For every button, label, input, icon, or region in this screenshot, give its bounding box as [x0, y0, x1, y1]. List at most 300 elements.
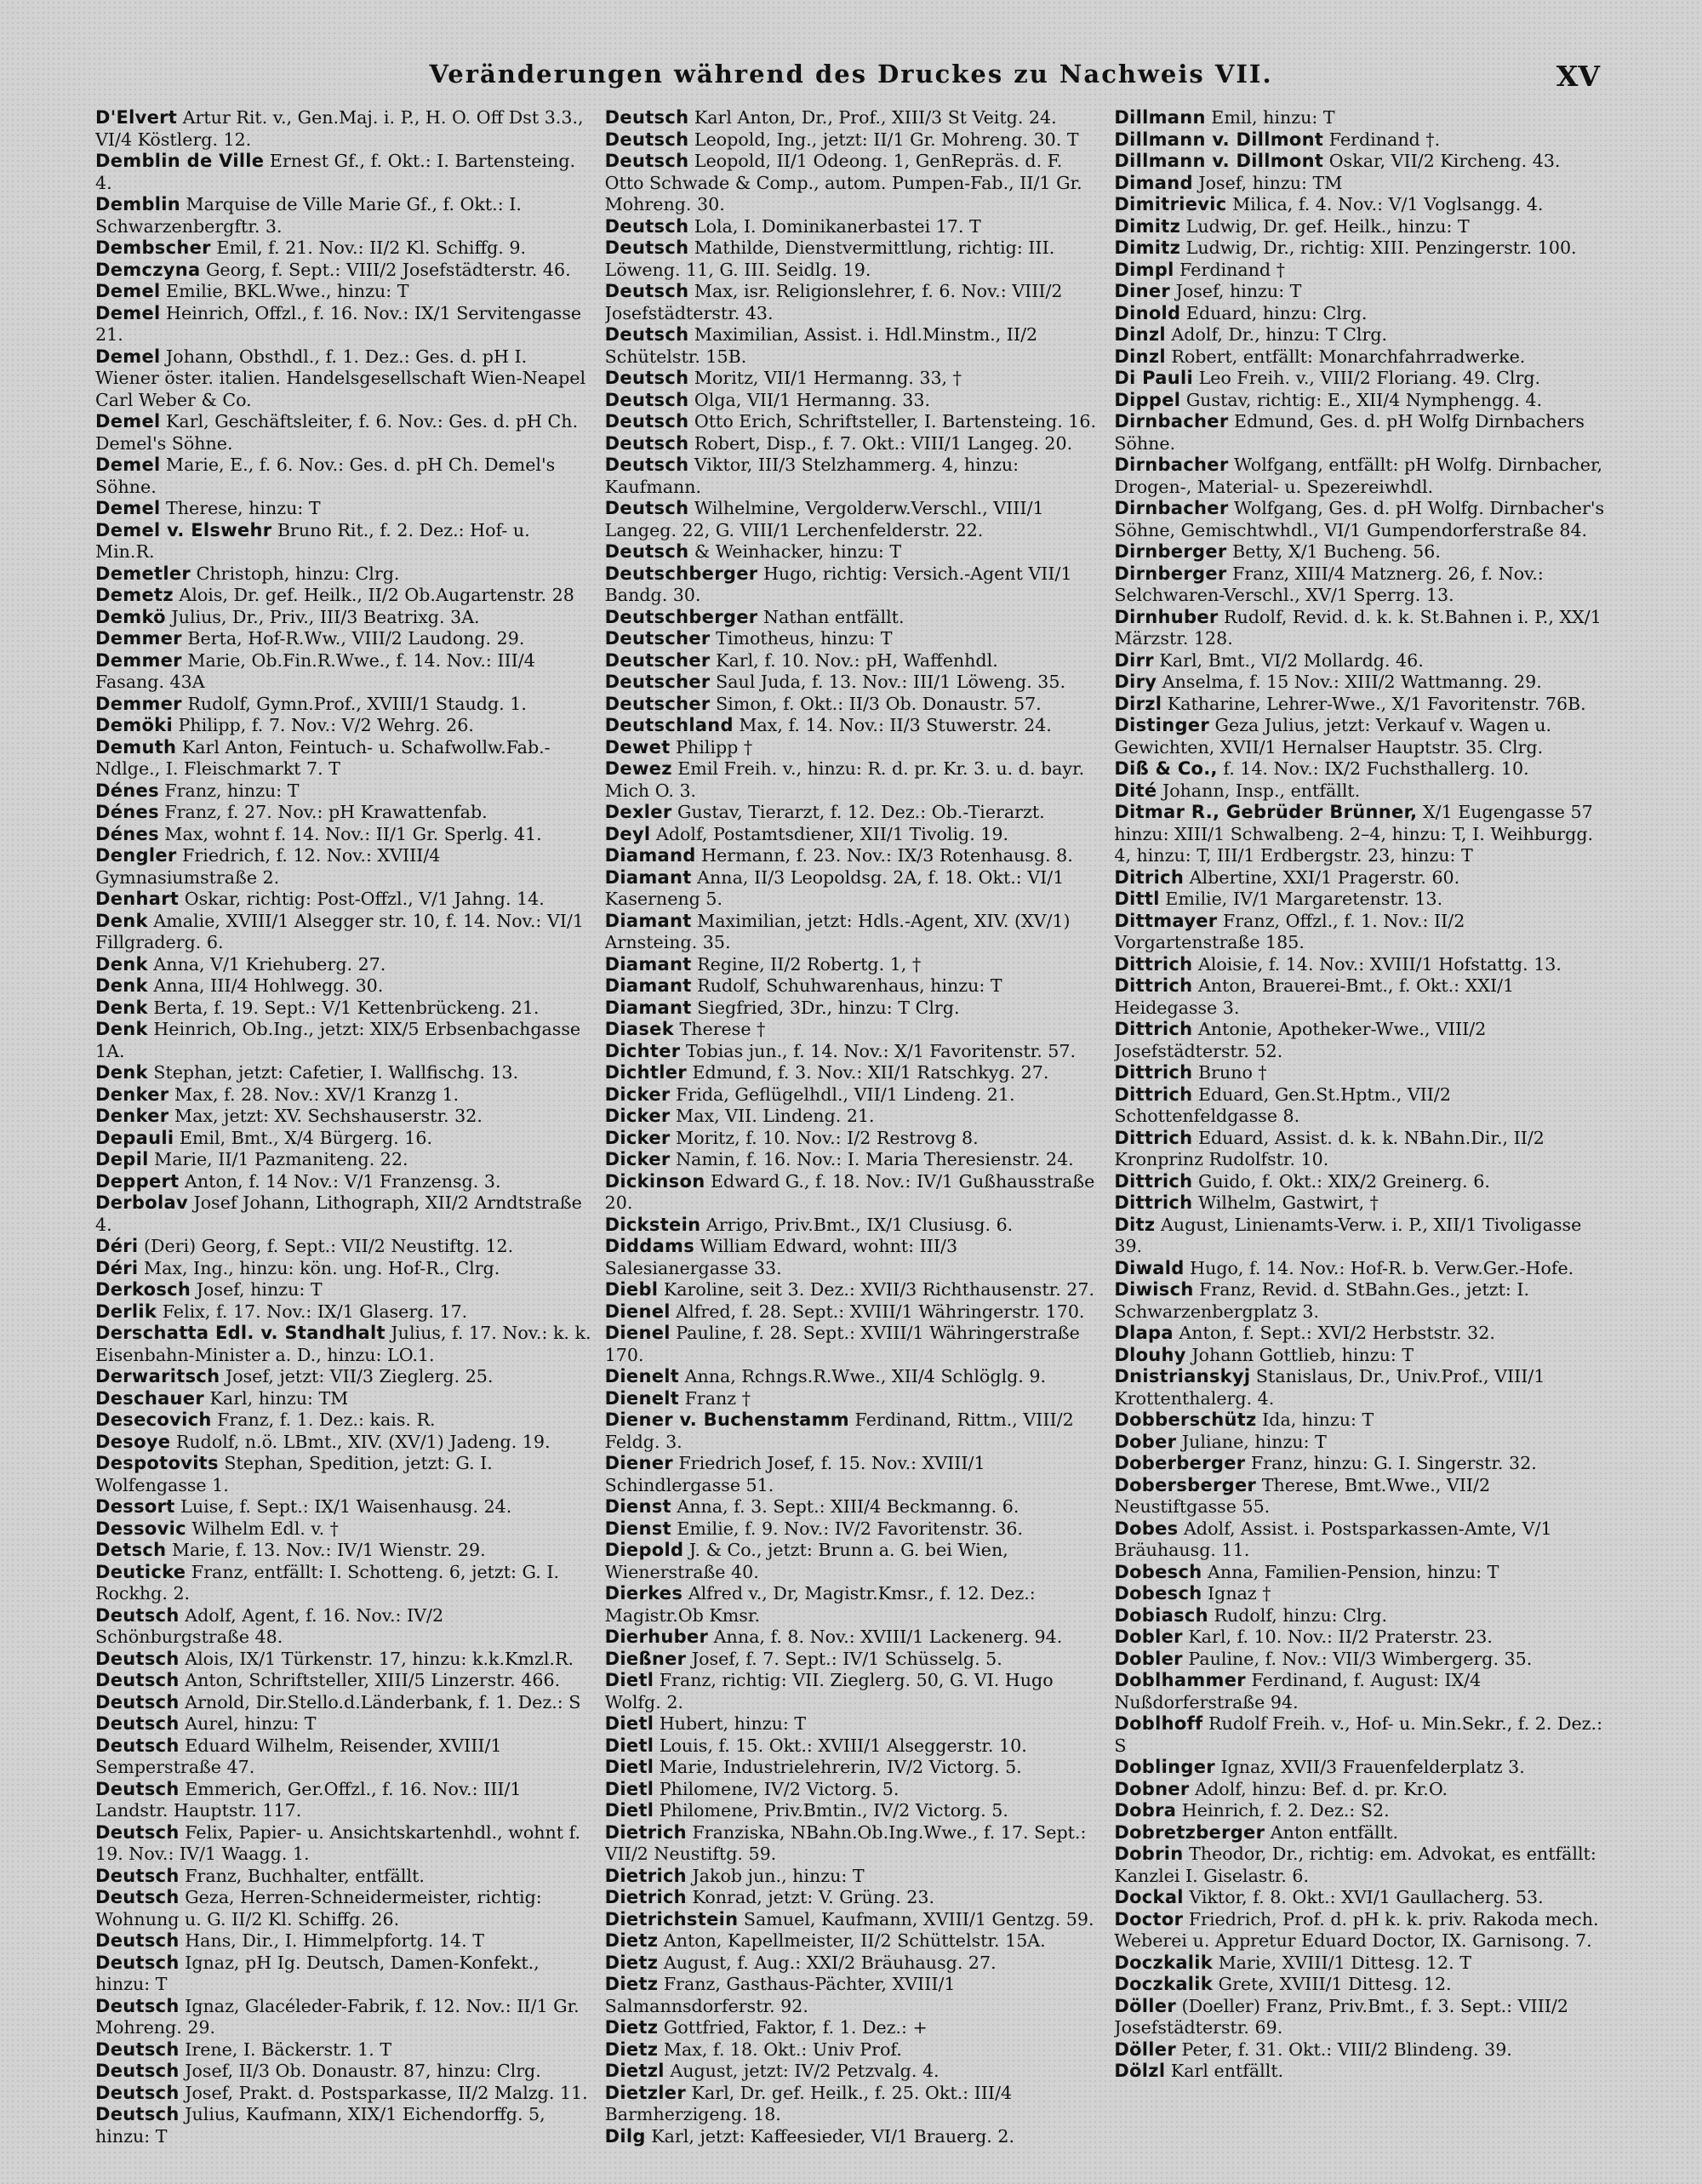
directory-entry	[605, 1453, 1103, 1496]
entry-details: Arnold, Dir.Stello.d.Länderbank, f. 1. Dez.: S	[179, 1691, 581, 1712]
entry-surname: Demel	[95, 498, 161, 518]
entry-details: Max, isr. Religionslehrer, f. 6. Nov.: VIII/2 Josefstädterstr. 43.	[604, 281, 1063, 323]
directory-entry	[605, 1649, 1103, 1671]
entry-surname: Dießner	[604, 1648, 687, 1669]
entry-surname: Doblhoff	[1114, 1713, 1203, 1734]
directory-entry	[1114, 1800, 1612, 1822]
entry-details: Geza, Herren-Schneidermeister, richtig: Wohnung u. G. II/2 Kl. Schiffg. 26.	[95, 1887, 542, 1930]
directory-entry	[95, 1930, 593, 1952]
entry-surname: Dénes	[95, 802, 159, 822]
entry-details: Franz, Gasthaus-Pächter, XVIII/1 Salmannsdorferstr. 92.	[604, 1974, 956, 2016]
entry-surname: Dietz	[604, 1952, 659, 1973]
entry-surname: Dittrich	[1114, 953, 1193, 975]
entry-surname: Dietz	[604, 2038, 659, 2060]
directory-entry	[95, 1301, 593, 1324]
entry-surname: Deppert	[95, 1170, 180, 1192]
directory-entry	[605, 541, 1103, 563]
entry-details: Oskar, VII/2 Kircheng. 43.	[1323, 151, 1561, 171]
directory-entry	[95, 1735, 593, 1779]
entry-surname: Dinzl	[1114, 346, 1166, 367]
entry-details: Regine, II/2 Robertg. 1, †	[691, 953, 922, 975]
directory-entry	[605, 1062, 1103, 1084]
directory-entry	[605, 650, 1103, 672]
entry-details: Leopold, II/1 Odeong. 1, GenRepräs. d. F. Otto Schwade & Comp., autom. Pumpen-Fab., II/1 Gr. Mohreng. 30.	[604, 151, 1082, 214]
entry-surname: Doczkalik	[1114, 1952, 1214, 1973]
directory-entry	[95, 1432, 593, 1454]
entry-surname: Demmer	[95, 693, 182, 714]
directory-entry	[605, 1822, 1103, 1866]
entry-details: Josef, Prakt. d. Postsparkasse, II/2 Malzg. 11.	[179, 2082, 588, 2103]
directory-entry	[1114, 1974, 1612, 1996]
entry-surname: Demkö	[95, 606, 166, 627]
entry-details: Anton, Schriftsteller, XIII/5 Linzerstr. 466.	[179, 1670, 561, 1690]
entry-surname: Dickinson	[604, 1170, 705, 1192]
directory-entry	[605, 2039, 1103, 2061]
entry-surname: Dewet	[604, 736, 671, 758]
entry-details: Marie, Industrielehrerin, IV/2 Victorg. 5.	[654, 1757, 1022, 1777]
entry-details: Josef, f. 7. Sept.: IV/1 Schüsselg. 5.	[686, 1648, 1002, 1669]
entry-details: Alois, Dr. gef. Heilk., II/2 Ob.Augartenstr. 28	[173, 585, 574, 605]
entry-details: Karl Anton, Feintuch- u. Schafwollw.Fab.-Ndlge., I. Fleischmarkt 7. T	[95, 736, 551, 779]
entry-details: Anna, II/3 Leopoldsg. 2A, f. 18. Okt.: VI/1 Kaserneng 5.	[604, 866, 1065, 909]
directory-entry	[605, 1670, 1103, 1713]
directory-entry	[605, 1323, 1103, 1366]
entry-details: Josef, II/3 Ob. Donaustr. 87, hinzu: Clrg.	[179, 2061, 541, 2081]
entry-surname: Deutsch	[604, 281, 689, 301]
entry-details: Adolf, Dr., hinzu: T Clrg.	[1165, 324, 1388, 345]
entry-surname: Deutsch	[95, 2061, 180, 2081]
entry-surname: Dobberschütz	[1114, 1409, 1257, 1430]
entry-surname: Dinzl	[1114, 324, 1166, 345]
entry-details: Ludwig, Dr. gef. Heilk., hinzu: T	[1180, 215, 1470, 237]
entry-surname: Dittrich	[1114, 975, 1193, 996]
entry-details: (Deri) Georg, f. Sept.: VII/2 Neustiftg. 12.	[138, 1236, 514, 1256]
entry-surname: Demel	[95, 455, 161, 475]
entry-details: Wolfgang, entfällt: pH Wolfg. Dirnbacher, Drogen-, Material- u. Spezereiwhdl.	[1114, 455, 1603, 497]
entry-surname: Deutscher	[604, 672, 711, 692]
directory-entry	[95, 975, 593, 998]
entry-details: Frida, Geflügelhdl., VII/1 Lindeng. 21.	[670, 1083, 1015, 1105]
entry-surname: Dirnbacher	[1114, 455, 1229, 475]
entry-surname: Deutsch	[95, 2082, 180, 2103]
entry-details: Gustav, Tierarzt, f. 12. Dez.: Ob.-Tierarzt.	[671, 802, 1045, 822]
directory-entry	[95, 1106, 593, 1128]
entry-surname: Dicker	[604, 1083, 671, 1105]
entry-surname: Demel	[95, 302, 161, 323]
entry-details: Timotheus, hinzu: T	[710, 628, 893, 649]
entry-surname: Demetler	[95, 563, 191, 584]
directory-entry	[1114, 1518, 1612, 1562]
entry-surname: Dimpl	[1114, 259, 1174, 280]
directory-entry	[95, 780, 593, 803]
entry-surname: Dietz	[604, 2017, 659, 2038]
entry-surname: Demel	[95, 346, 161, 367]
directory-entry	[95, 411, 593, 455]
entry-details: Oskar, richtig: Post-Offzl., V/1 Jahng. 14.	[179, 889, 545, 909]
directory-entry	[95, 498, 593, 520]
directory-entry	[95, 1887, 593, 1930]
directory-entry	[605, 1627, 1103, 1649]
directory-entry	[95, 1822, 593, 1866]
entry-details: Philomene, IV/2 Victorg. 5.	[654, 1778, 900, 1799]
entry-surname: Deschauer	[95, 1387, 204, 1409]
entry-details: Marie, XVIII/1 Dittesg. 12. T	[1213, 1952, 1471, 1973]
entry-details: Mathilde, Dienstvermittlung, richtig: III. Löweng. 11, G. III. Seidlg. 19.	[604, 237, 1055, 280]
entry-surname: Dietrich	[604, 1865, 687, 1886]
entry-surname: Denk	[95, 1019, 148, 1039]
entry-surname: Deutsch	[95, 1648, 180, 1669]
entry-surname: Desecovich	[95, 1409, 212, 1430]
entry-details: Ignaz, XVII/3 Frauenfelderplatz 3.	[1214, 1757, 1525, 1777]
entry-details: Gottfried, Faktor, f. 1. Dez.: +	[658, 2017, 928, 2038]
directory-entry	[95, 802, 593, 824]
directory-entry	[95, 1713, 593, 1735]
entry-surname: Déri	[95, 1257, 139, 1278]
entry-details: Max, f. 18. Okt.: Univ Prof.	[658, 2038, 902, 2060]
entry-surname: Deutsch	[604, 368, 689, 388]
entry-surname: Dittrich	[1114, 1019, 1193, 1039]
directory-entry	[95, 1779, 593, 1822]
directory-entry	[605, 715, 1103, 737]
entry-details: Emilie, BKL.Wwe., hinzu: T	[160, 281, 409, 301]
entry-details: Peter, f. 31. Okt.: VIII/2 Blindeng. 39.	[1176, 2038, 1512, 2060]
entry-details: Hugo, f. 14. Nov.: Hof-R. b. Verw.Ger.-Hofe.	[1184, 1257, 1574, 1278]
entry-surname: Derkosch	[95, 1279, 191, 1300]
directory-entry	[1114, 1952, 1612, 1975]
directory-entry	[605, 1518, 1103, 1541]
entry-surname: Dickstein	[604, 1214, 701, 1235]
directory-entry	[605, 1366, 1103, 1388]
entry-details: Franz, Offzl., f. 1. Nov.: II/2 Vorgartenstraße 185.	[1114, 910, 1465, 952]
entry-surname: Dienelt	[604, 1387, 680, 1409]
directory-entry	[605, 237, 1103, 281]
entry-surname: Dippel	[1114, 389, 1181, 410]
directory-entry	[1114, 1453, 1612, 1475]
directory-entry	[95, 346, 593, 412]
directory-entry	[1114, 911, 1612, 954]
entry-surname: Dienel	[604, 1301, 671, 1322]
entry-surname: Depauli	[95, 1127, 174, 1148]
entry-details: Amalie, XVIII/1 Alsegger str. 10, f. 14. Nov.: VI/1 Fillgraderg. 6.	[95, 910, 584, 952]
entry-surname: Deutsch	[604, 389, 689, 410]
directory-entry	[1114, 1562, 1612, 1584]
directory-entry	[1114, 1258, 1612, 1280]
entry-surname: Dietzler	[604, 2082, 687, 2103]
directory-entry	[1114, 390, 1612, 412]
entry-details: Samuel, Kaufmann, XVIII/1 Gentzg. 59.	[738, 1908, 1094, 1930]
entry-details: Franz, f. 1. Dez.: kais. R.	[211, 1409, 436, 1430]
entry-details: Anna, f. 8. Nov.: XVIII/1 Lackenerg. 94.	[708, 1627, 1063, 1647]
directory-entry	[1114, 780, 1612, 803]
entry-details: Therese, hinzu: T	[160, 498, 321, 518]
entry-details: Christoph, hinzu: Clrg.	[191, 563, 400, 584]
entry-details: Juliane, hinzu: T	[1176, 1431, 1327, 1452]
entry-details: Artur Rit. v., Gen.Maj. i. P., H. O. Off Dst 3.3., VI/4 Köstlerg. 12.	[95, 107, 584, 150]
entry-surname: Dénes	[95, 780, 159, 801]
directory-entry	[1114, 563, 1612, 607]
directory-entry	[1114, 216, 1612, 238]
entry-details: Rudolf, Revid. d. k. k. St.Bahnen i. P., XX/1 Märzstr. 128.	[1114, 606, 1602, 649]
entry-surname: Deutsch	[604, 411, 689, 432]
entry-surname: Diebl	[604, 1279, 659, 1300]
directory-entry	[1114, 1366, 1612, 1409]
entry-surname: Dietrichstein	[604, 1908, 739, 1930]
directory-entry	[95, 1279, 593, 1301]
entry-details: Leo Freih. v., VIII/2 Floriang. 49. Clrg.	[1193, 368, 1541, 388]
entry-surname: Deutsch	[604, 129, 689, 150]
directory-entry	[605, 498, 1103, 541]
entry-surname: Dienst	[604, 1518, 671, 1539]
entry-surname: Denker	[95, 1083, 169, 1105]
directory-entry	[605, 1930, 1103, 1952]
entry-surname: Dillmann v. Dillmont	[1114, 129, 1324, 150]
directory-entry	[1114, 1605, 1612, 1627]
entry-details: Max, f. 28. Nov.: XV/1 Kranzg 1.	[168, 1083, 460, 1105]
directory-entry	[95, 2104, 593, 2147]
entry-details: Marie, II/1 Pazmaniteng. 22.	[148, 1149, 408, 1169]
entry-surname: Dietrich	[604, 1821, 687, 1843]
directory-entry	[1114, 1019, 1612, 1062]
entry-details: Wolfgang, Ges. d. pH Wolfg. Dirnbacher's Söhne, Gemischtwhdl., VI/1 Gumpendorferstraße 84.	[1114, 498, 1605, 540]
entry-surname: Deutsch	[95, 1887, 180, 1907]
entry-details: Leopold, Ing., jetzt: II/1 Gr. Mohreng. 30. T	[688, 129, 1079, 150]
entry-surname: Diamant	[604, 953, 692, 975]
entry-surname: Doczkalik	[1114, 1974, 1214, 1994]
entry-details: Eduard, hinzu: Clrg.	[1180, 302, 1368, 323]
directory-entry	[605, 1019, 1103, 1041]
entry-details: Anton, f. 14 Nov.: V/1 Franzensg. 3.	[179, 1170, 501, 1192]
entry-details: Hermann, f. 23. Nov.: IX/3 Rotenhausg. 8.	[695, 845, 1073, 866]
entry-surname: Dietz	[604, 1974, 659, 1994]
entry-surname: Ditrich	[1114, 866, 1185, 888]
directory-entry	[1114, 1432, 1612, 1454]
entry-surname: Deutscher	[604, 628, 711, 649]
directory-entry	[605, 975, 1103, 998]
entry-details: Emil, Bmt., X/4 Bürgerg. 16.	[174, 1127, 433, 1148]
directory-entry	[95, 954, 593, 976]
entry-surname: Denhart	[95, 889, 180, 909]
directory-entry	[605, 1887, 1103, 1909]
entry-surname: Derlik	[95, 1301, 157, 1322]
directory-entry	[95, 2039, 593, 2061]
entry-details: Luise, f. Sept.: IX/1 Waisenhausg. 24.	[174, 1496, 512, 1517]
entry-surname: Demmer	[95, 649, 182, 671]
entry-details: Anton, f. Sept.: XVI/2 Herbststr. 32.	[1173, 1323, 1495, 1343]
directory-entry	[605, 2017, 1103, 2039]
entry-details: Adolf, Assist. i. Postsparkassen-Amte, V/1 Bräuhausg. 11.	[1114, 1518, 1552, 1560]
directory-entry	[1114, 1583, 1612, 1605]
entry-surname: Deutscher	[604, 693, 711, 714]
entry-details: Emil Freih. v., hinzu: R. d. pr. Kr. 3. u. d. bayr. Mich O. 3.	[604, 758, 1085, 801]
entry-details: Anton, Brauerei-Bmt., f. Okt.: XXI/1 Heidegasse 3.	[1114, 975, 1515, 1018]
directory-entry	[605, 867, 1103, 911]
entry-surname: Deutsch	[604, 107, 689, 128]
entry-details: Ignaz, pH Ig. Deutsch, Damen-Konfekt., hinzu: T	[95, 1952, 540, 1994]
page-number: XV	[1556, 60, 1600, 93]
entry-details: Marquise de Ville Marie Gf., f. Okt.: I. Schwarzenbergftr. 3.	[95, 194, 522, 237]
directory-entry	[1114, 650, 1612, 672]
entry-details: Franz, Buchhalter, entfällt.	[179, 1865, 425, 1886]
directory-entry	[95, 1019, 593, 1062]
entry-surname: Dité	[1114, 780, 1157, 801]
entry-surname: Dittrich	[1114, 1083, 1193, 1105]
entry-surname: Dienel	[604, 1323, 671, 1343]
entry-details: Albertine, XXI/1 Pragerstr. 60.	[1184, 866, 1460, 888]
entry-details: Wilhelmine, Vergolderw.Verschl., VIII/1 Langeg. 22, G. VIII/1 Lerchenfelderstr. 22.	[604, 498, 1044, 540]
entry-surname: Diasek	[604, 1019, 674, 1039]
entry-surname: Diwald	[1114, 1257, 1185, 1278]
directory-entry	[605, 1866, 1103, 1888]
entry-columns	[95, 107, 1612, 2150]
entry-surname: Deutsch	[95, 1670, 180, 1690]
entry-surname: Deutsch	[95, 1865, 180, 1886]
directory-entry	[1114, 1822, 1612, 1844]
entry-details: Julius, Dr., Priv., III/3 Beatrixg. 3A.	[165, 606, 480, 627]
directory-entry	[95, 2083, 593, 2105]
entry-surname: Demmer	[95, 628, 182, 649]
entry-surname: Deutsch	[604, 455, 689, 475]
entry-details: Karl, jetzt: Kaffeesieder, VI/1 Brauerg. 2.	[645, 2125, 1015, 2147]
directory-entry	[95, 1366, 593, 1388]
entry-details: August, jetzt: IV/2 Petzvalg. 4.	[664, 2061, 940, 2081]
entry-surname: Deutsch	[95, 1930, 180, 1951]
entry-details: Pauline, f. Nov.: VII/3 Wimbergerg. 35.	[1182, 1648, 1533, 1669]
entry-surname: Döller	[1114, 2038, 1176, 2060]
directory-entry	[1114, 1670, 1612, 1713]
directory-entry	[1114, 281, 1612, 303]
entry-details: Felix, Papier- u. Ansichtskartenhdl., wohnt f. 19. Nov.: IV/1 Waagg. 1.	[95, 1821, 581, 1864]
directory-entry	[95, 1128, 593, 1150]
directory-entry	[1114, 1475, 1612, 1518]
entry-details: Max, jetzt: XV. Sechshauserstr. 32.	[168, 1106, 483, 1126]
entry-details: Rudolf, Schuhwarenhaus, hinzu: T	[691, 975, 1002, 996]
entry-surname: Deyl	[604, 823, 651, 844]
directory-entry	[1114, 1084, 1612, 1128]
entry-surname: Dirnbacher	[1114, 498, 1229, 518]
directory-entry	[605, 1779, 1103, 1801]
directory-entry	[95, 1409, 593, 1432]
directory-entry	[1114, 607, 1612, 650]
entry-details: Otto Erich, Schriftsteller, I. Bartensteing. 16.	[688, 411, 1097, 432]
entry-surname: Diddams	[604, 1236, 695, 1256]
entry-details: Rudolf Freih. v., Hof- u. Min.Sekr., f. 2. Dez.: S	[1114, 1713, 1603, 1756]
directory-entry	[605, 911, 1103, 954]
entry-details: Karl, Bmt., VI/2 Mollardg. 46.	[1153, 649, 1424, 671]
directory-entry	[605, 1301, 1103, 1324]
entry-surname: Dietl	[604, 1735, 654, 1756]
directory-entry	[1114, 802, 1612, 867]
entry-details: Eduard, Gen.St.Hptm., VII/2 Schottenfeldgasse 8.	[1114, 1083, 1451, 1126]
directory-entry	[1114, 1844, 1612, 1887]
entry-details: Friedrich, Prof. d. pH k. k. priv. Rakoda mech. Weberei u. Appretur Eduard Doctor, IX. Garnisong. 7.	[1114, 1908, 1599, 1951]
directory-entry	[95, 650, 593, 694]
directory-entry	[605, 1279, 1103, 1301]
entry-surname: Dittrich	[1114, 1062, 1193, 1083]
directory-entry	[1114, 173, 1612, 195]
directory-entry	[1114, 107, 1612, 129]
entry-details: Max, Ing., hinzu: kön. ung. Hof-R., Clrg.	[138, 1257, 500, 1278]
entry-surname: Derwaritsch	[95, 1366, 220, 1386]
entry-surname: Dobrin	[1114, 1844, 1184, 1864]
entry-details: Karl entfällt.	[1165, 2061, 1284, 2081]
entry-details: Ignaz †	[1202, 1583, 1271, 1604]
entry-details: Johann Gottlieb, hinzu: T	[1185, 1344, 1414, 1365]
entry-details: Guido, f. Okt.: XIX/2 Greinerg. 6.	[1192, 1170, 1490, 1192]
entry-surname: Dobler	[1114, 1648, 1183, 1669]
entry-details: Geza Julius, jetzt: Verkauf v. Wagen u. Gewichten, XVII/1 Hernalser Hauptstr. 35. Clrg.	[1114, 715, 1552, 758]
directory-entry	[1114, 715, 1612, 758]
column-middle	[605, 107, 1103, 2150]
directory-entry	[95, 1192, 593, 1236]
entry-details: Anna, V/1 Kriehuberg. 27.	[147, 953, 386, 975]
directory-entry	[1114, 237, 1612, 260]
entry-details: (Doeller) Franz, Priv.Bmt., f. 3. Sept.: VIII/2 Josefstädterstr. 69.	[1114, 1995, 1568, 2038]
directory-entry	[1114, 324, 1612, 346]
directory-entry	[1114, 1627, 1612, 1649]
entry-surname: Dietrich	[604, 1887, 687, 1907]
entry-details: Irene, I. Bäckerstr. 1. T	[179, 2038, 392, 2060]
directory-entry	[95, 237, 593, 260]
entry-surname: Desoye	[95, 1431, 171, 1452]
entry-surname: Denk	[95, 910, 148, 931]
entry-details: Philipp, f. 7. Nov.: V/2 Wehrg. 26.	[172, 715, 474, 735]
entry-surname: Diamant	[604, 975, 692, 996]
entry-details: Grete, XVIII/1 Dittesg. 12.	[1213, 1974, 1452, 1994]
entry-details: Robert, entfällt: Monarchfahrradwerke.	[1165, 346, 1526, 367]
directory-entry	[95, 1496, 593, 1518]
directory-entry	[605, 368, 1103, 390]
entry-details: Ferdinand, Rittm., VIII/2 Feldg. 3.	[604, 1409, 1074, 1452]
entry-surname: Dnistrianskyj	[1114, 1366, 1251, 1386]
entry-surname: Diener v. Buchenstamm	[604, 1409, 849, 1430]
entry-details: Moritz, VII/1 Hermanng. 33, †	[688, 368, 962, 388]
directory-entry	[1114, 867, 1612, 889]
entry-details: Georg, f. Sept.: VIII/2 Josefstädterstr. 46.	[200, 259, 571, 280]
entry-surname: Dénes	[95, 823, 159, 844]
entry-details: Julius, f. 17. Nov.: k. k. Eisenbahn-Minister a. D., hinzu: LO.1.	[95, 1323, 591, 1365]
directory-entry	[95, 563, 593, 586]
entry-surname: Dittl	[1114, 889, 1160, 909]
entry-details: Marie, f. 13. Nov.: IV/1 Wienstr. 29.	[166, 1540, 486, 1560]
entry-details: Siegfried, 3Dr., hinzu: T Clrg.	[691, 997, 960, 1018]
entry-surname: Dirnhuber	[1114, 606, 1219, 627]
entry-surname: Dietz	[604, 1930, 659, 1951]
entry-surname: Dierhuber	[604, 1627, 709, 1647]
entry-details: Rudolf, Gymn.Prof., XVIII/1 Staudg. 1.	[181, 693, 527, 714]
directory-entry	[605, 1215, 1103, 1237]
directory-entry	[605, 998, 1103, 1020]
entry-details: Karl, f. 10. Nov.: pH, Waffenhdl.	[710, 649, 998, 671]
entry-details: Karl, Dr. gef. Heilk., f. 25. Okt.: III/4 Barmherzigeng. 18.	[604, 2082, 1013, 2124]
directory-entry	[1114, 975, 1612, 1019]
entry-details: Eduard, Assist. d. k. k. NBahn.Dir., II/2 Kronprinz Rudolfstr. 10.	[1114, 1127, 1545, 1169]
entry-surname: Dexler	[604, 802, 672, 822]
entry-surname: Deutsch	[95, 2038, 180, 2060]
entry-surname: Doberberger	[1114, 1453, 1246, 1473]
entry-details: Simon, f. Okt.: II/3 Ob. Donaustr. 57.	[710, 693, 1042, 714]
directory-entry	[605, 1171, 1103, 1215]
entry-surname: Demblin de Ville	[95, 151, 265, 171]
entry-surname: Dillmann v. Dillmont	[1114, 151, 1324, 171]
directory-entry	[95, 824, 593, 846]
directory-entry	[605, 1713, 1103, 1735]
entry-surname: Despotovits	[95, 1453, 219, 1473]
entry-surname: Dobretzberger	[1114, 1821, 1265, 1843]
entry-details: Robert, Disp., f. 7. Okt.: VIII/1 Langeg. 20.	[688, 432, 1073, 454]
entry-surname: Denk	[95, 997, 148, 1018]
entry-surname: Dirzl	[1114, 693, 1162, 714]
directory-entry	[605, 1149, 1103, 1171]
